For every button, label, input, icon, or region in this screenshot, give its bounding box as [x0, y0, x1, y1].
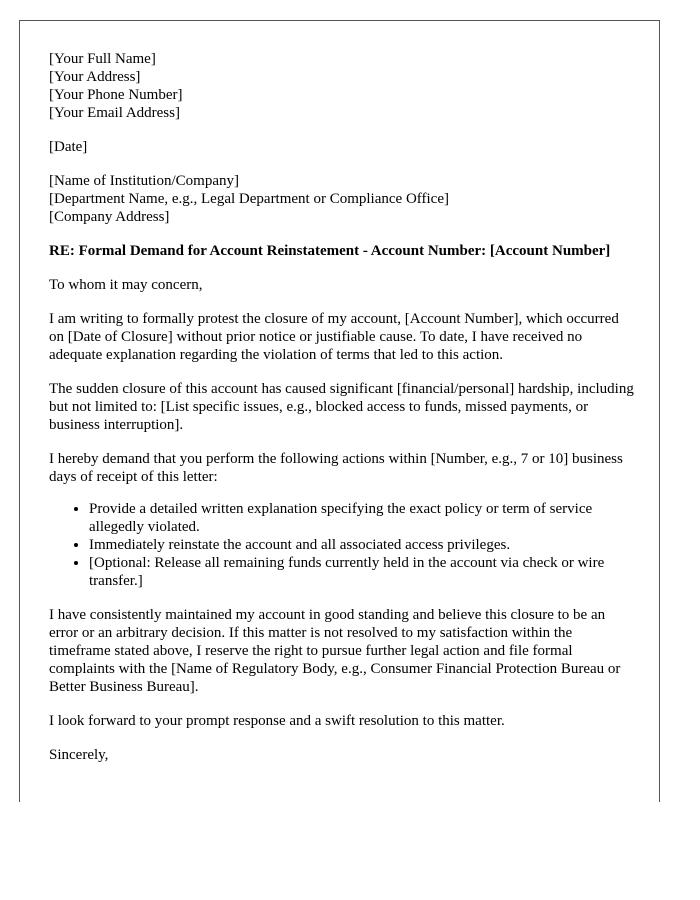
signoff: Sincerely,	[49, 747, 109, 763]
recipient-block	[49, 172, 634, 226]
letter-page	[19, 20, 660, 802]
list-item: • [Optional: Release all remaining funds currently held in the account via check or wire transfer.]	[89, 554, 634, 590]
list-item: • Immediately reinstate the account and all associated access privileges.	[89, 536, 634, 554]
body-paragraph: I am writing to formally protest the closure of my account, [Account Number], which occurred on [Date of Closure] without prior notice or justifiable cause. To date, I have received no adequate explanation regarding the violation of terms that led to this action.	[49, 311, 619, 363]
sender-block	[49, 50, 634, 122]
body-paragraph: I hereby demand that you perform the following actions within [Number, e.g., 7 or 10] business days of receipt of this letter:	[49, 451, 623, 485]
list-item: • Provide a detailed written explanation specifying the exact policy or term of service allegedly violated.	[89, 500, 634, 536]
recipient-address: [Company Address]	[49, 209, 170, 225]
letter-date: [Date]	[49, 139, 88, 155]
date-block	[49, 138, 634, 156]
demands-list	[49, 500, 634, 590]
sender-address: [Your Address]	[49, 69, 141, 85]
recipient-department: [Department Name, e.g., Legal Department or Compliance Office]	[49, 191, 449, 207]
letter-content	[49, 50, 634, 780]
body-paragraph: I have consistently maintained my account in good standing and believe this closure to be an error or an arbitrary decision. If this matter is not resolved to my satisfaction within the timeframe stated above, I reserve the right to pursue further legal action and file formal complaints with the [Name of Regulatory Body, e.g., Consumer Financial Protection Bureau or Better Business Bureau].	[49, 607, 621, 695]
body-paragraph: The sudden closure of this account has caused significant [financial/personal] hardship, including but not limited to: [List specific issues, e.g., blocked access to funds, missed payments, or business interruption].	[49, 381, 634, 433]
sender-email: [Your Email Address]	[49, 105, 180, 121]
salutation: To whom it may concern,	[49, 277, 203, 293]
recipient-institution: [Name of Institution/Company]	[49, 173, 239, 189]
sender-name: [Your Full Name]	[49, 51, 156, 67]
sender-phone: [Your Phone Number]	[49, 87, 183, 103]
subject-line: RE: Formal Demand for Account Reinstatement - Account Number: [Account Number]	[49, 243, 611, 259]
body-paragraph: I look forward to your prompt response and a swift resolution to this matter.	[49, 713, 505, 729]
